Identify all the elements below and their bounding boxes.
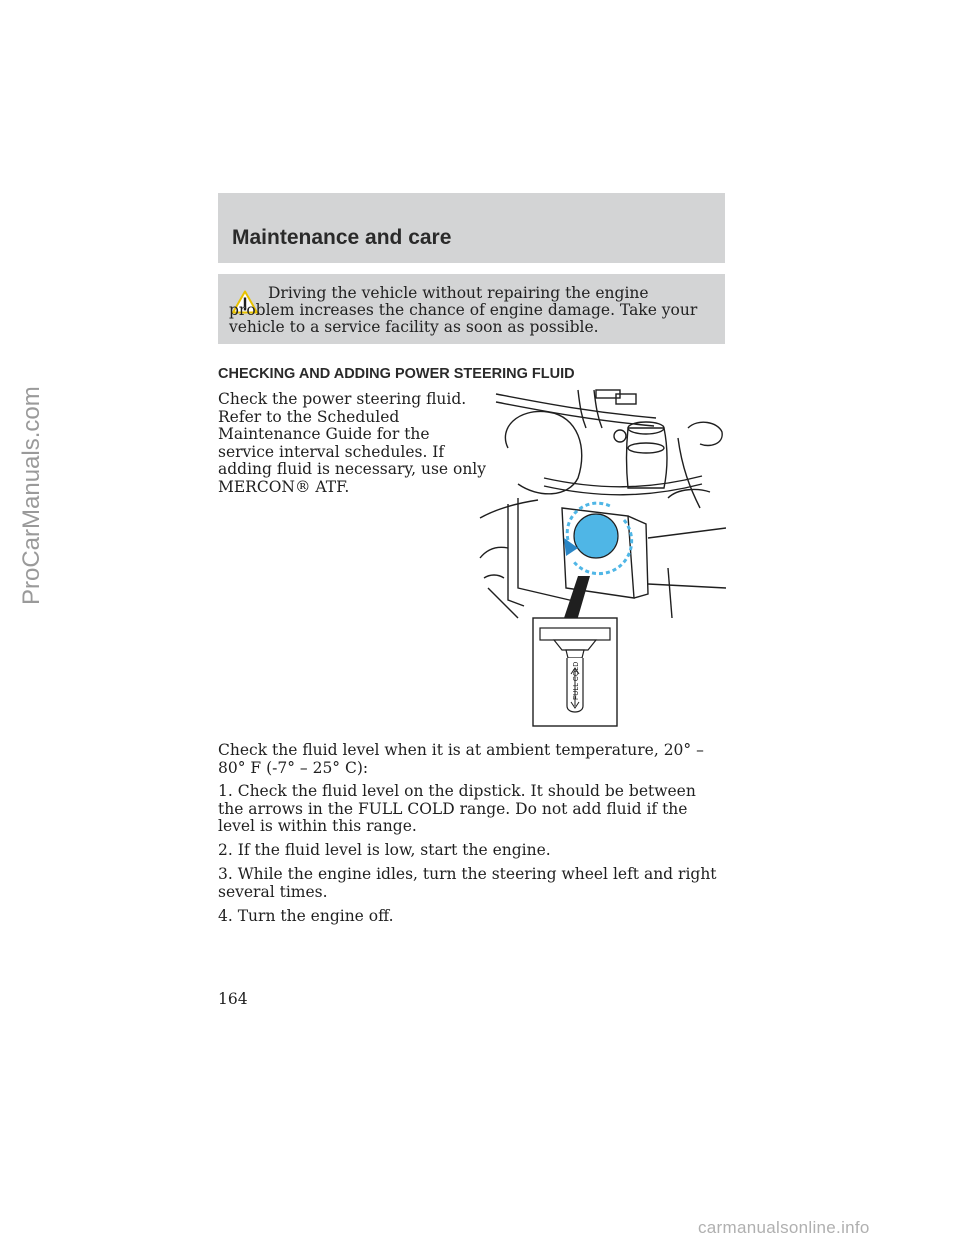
power-steering-reservoir-illustration [478,388,726,728]
reservoir-cap [574,514,618,558]
page-title: Maintenance and care [232,226,452,249]
warning-text: Driving the vehicle without repairing the engine problem increases the chance of engine damage. Take your vehicle to a service facility as soon as possible. [229,284,698,336]
step-3: 3. While the engine idles, turn the steering wheel left and right several times. [218,865,717,901]
footer-watermark: carmanualsonline.info [698,1218,870,1237]
step-4: 4. Turn the engine off. [218,907,394,925]
side-watermark: ProCarManuals.com [18,386,45,605]
temperature-paragraph: Check the fluid level when it is at ambient temperature, 20° – 80° F (-7° – 25° C): [218,741,704,777]
step-2: 2. If the fluid level is low, start the engine. [218,841,551,859]
dipstick-label: FULL COLD [573,661,580,700]
step-1: 1. Check the fluid level on the dipstick. It should be between the arrows in the FULL COLD range. Do not add fluid if the level is within this range. [218,782,696,835]
warning-box [218,274,725,344]
section-heading: CHECKING AND ADDING POWER STEERING FLUID [218,366,575,382]
page-number: 164 [218,990,248,1008]
section-header-band [218,193,725,263]
intro-paragraph: Check the power steering fluid. Refer to the Scheduled Maintenance Guide for the service interval schedules. If adding fluid is necessary, use only MERCON® ATF. [218,390,487,496]
